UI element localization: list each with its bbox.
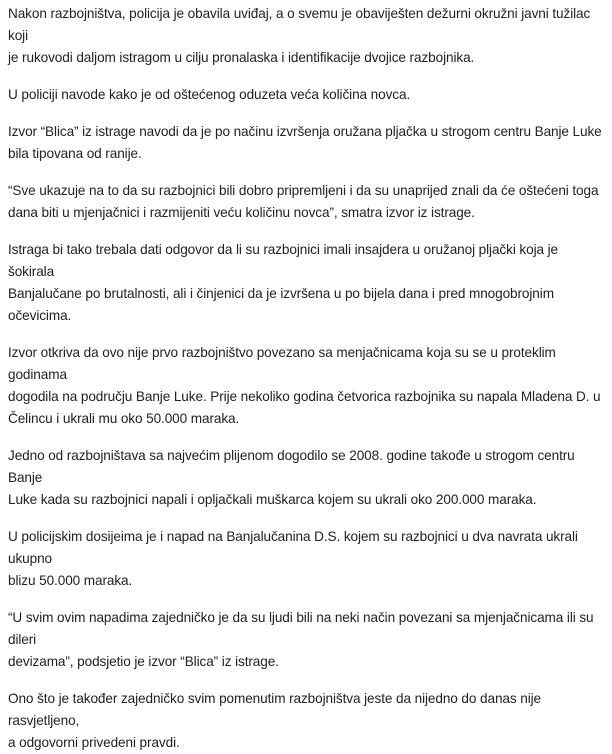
article-paragraph: Ono što je također zajedničko svim pomenutim razbojništva jeste da nijedno do danas nije rasvjetljeno, a odgovorni privedeni pravdi.: [8, 691, 541, 750]
article-paragraph: Izvor otkriva da ovo nije prvo razbojništvo povezano sa menjačnicama koja su se u proteklim godinama dogodila na području Banje Luke. Prije nekoliko godina četvorica razbojnika su napala Mladena D. u Čelincu i ukrali mu oko 50.000 maraka.: [8, 345, 601, 426]
article-paragraph: “Sve ukazuje na to da su razbojnici bili dobro pripremljeni i da su unaprijed znali da će oštećeni toga dana biti u mjenjačnici i razmijeniti veću količinu novca”, smatra izvor iz istrage.: [8, 183, 599, 220]
article-paragraph: “U svim ovim napadima zajedničko je da su ljudi bili na neki način povezani sa mjenjačnicama ili su dileri devizama”, podsjetio je izvor “Blica” iz istrage.: [8, 610, 594, 669]
article-paragraph: U policiji navode kako je od oštećenog oduzeta veća količina novca.: [8, 87, 411, 102]
article-paragraph: Istraga bi tako trebala dati odgovor da li su razbojnici imali insajdera u oružanoj pljački koja je šokirala Banjalučane po brutalnosti, ali i činjenici da je izvršena u po bijela dana i pred mnogobrojnim očevicima.: [8, 242, 559, 323]
article-paragraph: Jedno od razbojništava sa najvećim plijenom dogodilo se 2008. godine takođe u strogom centru Banje Luke kada su razbojnici napali i opljačkali muškarca kojem su ukrali oko 200.000 maraka.: [8, 448, 575, 507]
article-paragraph: Izvor “Blica” iz istrage navodi da je po načinu izvršenja oružana pljačka u strogom centru Banje Luke bila tipovana od ranije.: [8, 124, 602, 161]
article-paragraph: Nakon razbojništva, policija je obavila uviđaj, a o svemu je obaviješten dežurni okružni javni tužilac koji je rukovodi daljom istragom u cilju pronalaska i identifikacije dvojice razbojnika.: [8, 6, 591, 65]
article-paragraph: U policijskim dosijeima je i napad na Banjalučanina D.S. kojem su razbojnici u dva navrata ukrali ukupno blizu 50.000 maraka.: [8, 529, 578, 588]
